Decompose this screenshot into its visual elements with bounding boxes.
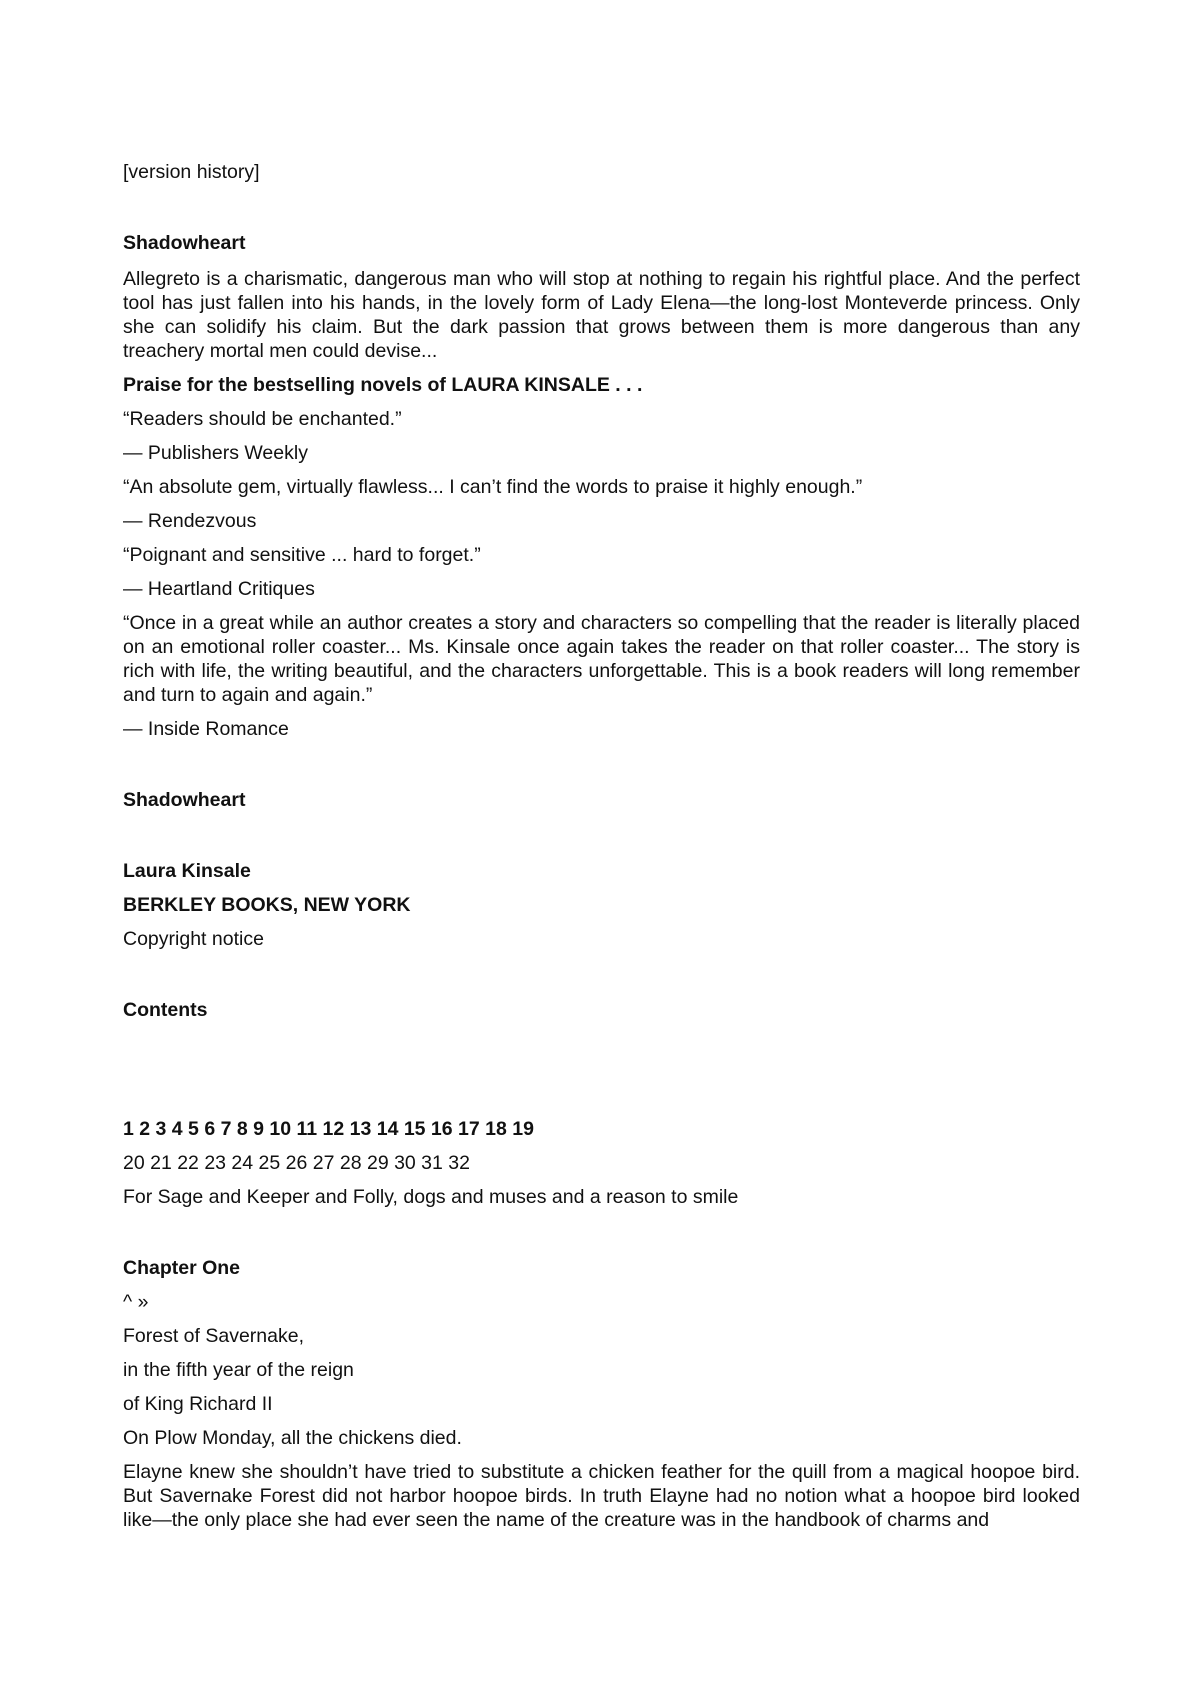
version-history-link[interactable]: [version history] [123, 161, 260, 183]
place-line: in the fifth year of the reign [123, 1359, 354, 1381]
document-page [123, 160, 1080, 1532]
contents-heading: Contents [123, 999, 208, 1021]
praise-heading: Praise for the bestselling novels of LAURA KINSALE . . . [123, 374, 643, 396]
book-blurb: Allegreto is a charismatic, dangerous man who will stop at nothing to regain his rightful place. And the perfect tool has just fallen into his hands, in the lovely form of Lady Elena—the long-lost Monteverde princess. Only she can solidify his claim. But the dark passion that grows between them is more dangerous than any treachery mortal men could devise... [123, 268, 1080, 362]
author-name: Laura Kinsale [123, 860, 251, 882]
chapter-nav-links[interactable]: ^ » [123, 1291, 149, 1313]
quote-text: “Readers should be enchanted.” [123, 408, 402, 430]
place-line: Forest of Savernake, [123, 1325, 305, 1347]
title-page-title: Shadowheart [123, 789, 246, 811]
copyright-link[interactable]: Copyright notice [123, 928, 264, 950]
quote-source: — Inside Romance [123, 718, 289, 740]
quote-source: — Rendezvous [123, 510, 257, 532]
contents-chapter-links[interactable]: 20 21 22 23 24 25 26 27 28 29 30 31 32 [123, 1152, 470, 1174]
quote-text: “Once in a great while an author creates a story and characters so compelling that the reader is literally placed on an emotional roller coaster... Ms. Kinsale once again takes the reader on that roller coaster... The story is rich with life, the writing beautiful, and the characters unforgettable. This is a book readers will long remember and turn to again and again.” [123, 612, 1080, 706]
opening-line: On Plow Monday, all the chickens died. [123, 1427, 462, 1449]
place-line: of King Richard II [123, 1393, 273, 1415]
quote-text: “Poignant and sensitive ... hard to forget.” [123, 544, 481, 566]
contents-chapter-links[interactable]: 1 2 3 4 5 6 7 8 9 10 11 12 13 14 15 16 17 18 19 [123, 1118, 534, 1140]
publisher-name: BERKLEY BOOKS, NEW YORK [123, 894, 411, 916]
chapter-heading: Chapter One [123, 1257, 241, 1279]
quote-source: — Heartland Critiques [123, 578, 315, 600]
dedication: For Sage and Keeper and Folly, dogs and muses and a reason to smile [123, 1186, 739, 1208]
book-title: Shadowheart [123, 232, 246, 254]
quote-text: “An absolute gem, virtually flawless... I can’t find the words to praise it highly enough.” [123, 476, 863, 498]
quote-source: — Publishers Weekly [123, 442, 308, 464]
body-paragraph: Elayne knew she shouldn’t have tried to substitute a chicken feather for the quill from a magical hoopoe bird. But Savernake Forest did not harbor hoopoe birds. In truth Elayne had no notion what a hoopoe bird looked like—the only place she had ever seen the name of the creature was in the handbook of charms and [123, 1461, 1080, 1531]
